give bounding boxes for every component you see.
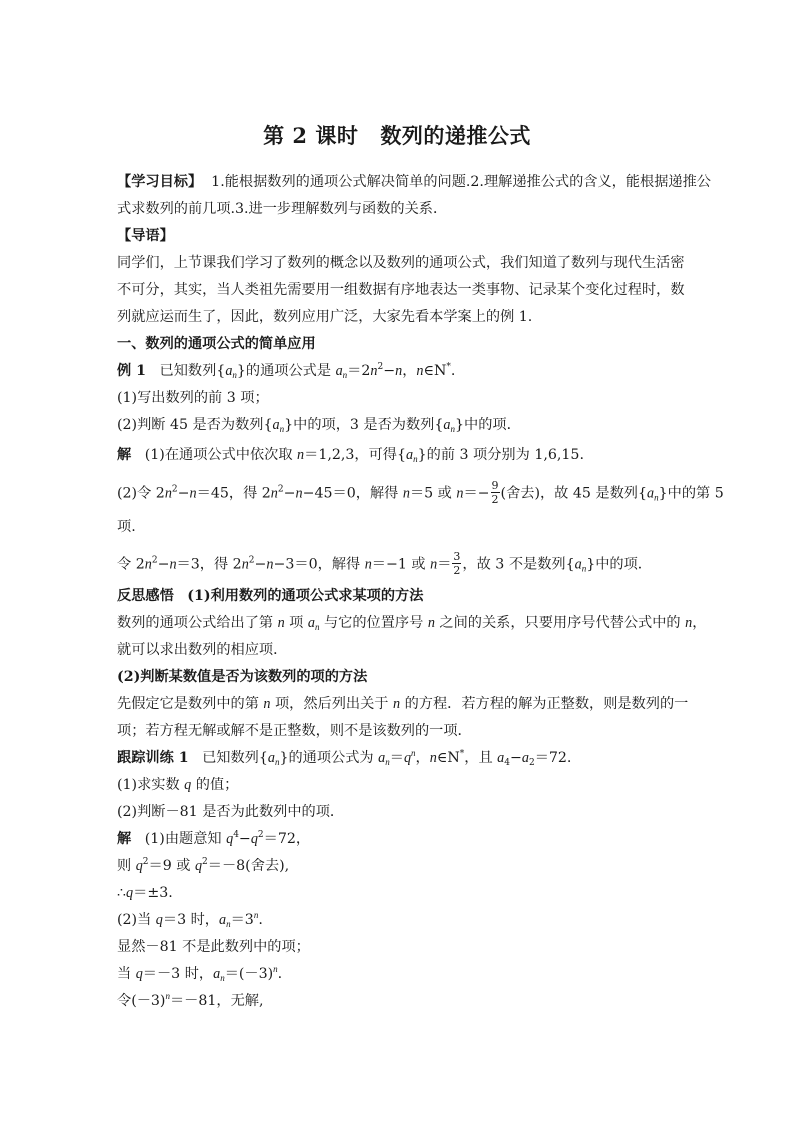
fraction-3-over-2: $\frac{3}{2}$	[453, 550, 461, 577]
exercise-1-solution-2: 则 $q^2=9$ 或 $q^2=-8$(舍去),	[117, 857, 290, 874]
section-heading: 一、数列的通项公式的简单应用	[117, 336, 316, 352]
example-1-solution-3: 令 $2n^2-n=3$，得 $2n^2-n-3=0$，解得 n＝−1 或 n＝ $\frac{3}{2}$ ，故 3 不是数列$\{a_n\}$中的项．	[117, 550, 652, 577]
exercise-1-solution-5: 显然－81 不是此数列中的项；	[117, 939, 310, 955]
exercise-1-question-1: (1)求实数 q 的值；	[117, 777, 239, 793]
lesson-number: 第 2 课时	[263, 123, 359, 148]
exercise-1-solution-7: 令$(-3)^n=-81$，无解,	[117, 991, 264, 1009]
objectives-line-1: 【学习目标】 1.能根据数列的通项公式解决简单的问题.2.理解递推公式的含义，能根据递推公	[117, 174, 711, 190]
exercise-1-solution-4: (2)当 q＝3 时，$a_n=3^n$.	[117, 910, 263, 929]
reflection-p2-line-2: 项；若方程无解或解不是正整数，则不是该数列的一项．	[117, 723, 472, 739]
exercise-1-solution-1: 解 (1)由题意知 $q^4-q^2=72$，	[117, 830, 311, 847]
reflection-title-1: 反思感悟 (1)利用数列的通项公式求某项的方法	[117, 588, 424, 604]
example-1-question-2: (2)判断 45 是否为数列$\{a_n\}$中的项，3 是否为数列$\{a_n\}$中的项．	[117, 417, 521, 434]
reflection-p1-line-2: 就可以求出数列的相应项．	[117, 642, 288, 658]
intro-line-3: 列就应运而生了，因此，数列应用广泛，大家先看本学案上的例 1.	[117, 309, 533, 325]
exercise-1-solution-6: 当 q＝－3 时，$a_n=(-3)^n$.	[117, 964, 283, 983]
fraction-9-over-2: $\frac{9}{2}$	[491, 479, 499, 506]
exercise-1-solution-3: ∴q＝±3.	[117, 885, 173, 901]
example-1-solution-1: 解 (1)在通项公式中依次取 n＝1,2,3，可得$\{a_n\}$的前 3 项分别为 1,6,15.	[117, 447, 584, 464]
example-1-solution-2: (2)令 $2n^2-n=45$，得 $2n^2-n-45=0$，解得 n＝5 或 n＝− $\frac{9}{2}$ (舍去)，故 45 是数列$\{a_n\}$中的第 5	[117, 479, 724, 506]
intro-line-2: 不可分，其实，当人类祖先需要用一组数据有序地表达一类事物、记录某个变化过程时，数	[117, 282, 685, 298]
exercise-1-question-2: (2)判断－81 是否为此数列中的项．	[117, 804, 345, 820]
example-1-solution-2-cont: 项.	[117, 519, 136, 535]
exercise-1-stem: 跟踪训练 1 已知数列$\{a_n\}$的通项公式为 $a_n=q^n$，n∈N*，且 $a_4-a_2=72$.	[117, 748, 572, 768]
lesson-topic: 数列的递推公式	[380, 123, 531, 148]
reflection-p1-line-1: 数列的通项公式给出了第 n 项 $a_n$ 与它的位置序号 n 之间的关系，只要用序号代替公式中的 n，	[117, 615, 707, 632]
example-1-stem: 例 1 已知数列$\{a_n\}$的通项公式是 $a_n=2n^2-n$，n∈N*.	[117, 362, 456, 380]
intro-heading: 【导语】	[117, 228, 174, 244]
example-1-question-1: (1)写出数列的前 3 项；	[117, 390, 269, 406]
objectives-line-2: 式求数列的前几项.3.进一步理解数列与函数的关系．	[117, 201, 448, 217]
intro-line-1: 同学们，上节课我们学习了数列的概念以及数列的通项公式，我们知道了数列与现代生活密	[117, 255, 685, 271]
page-title	[0, 120, 794, 150]
reflection-p2-line-1: 先假定它是数列中的第 n 项，然后列出关于 n 的方程．若方程的解为正整数，则是数列的一	[117, 696, 689, 712]
reflection-title-2: (2)判断某数值是否为该数列的项的方法	[117, 669, 368, 685]
